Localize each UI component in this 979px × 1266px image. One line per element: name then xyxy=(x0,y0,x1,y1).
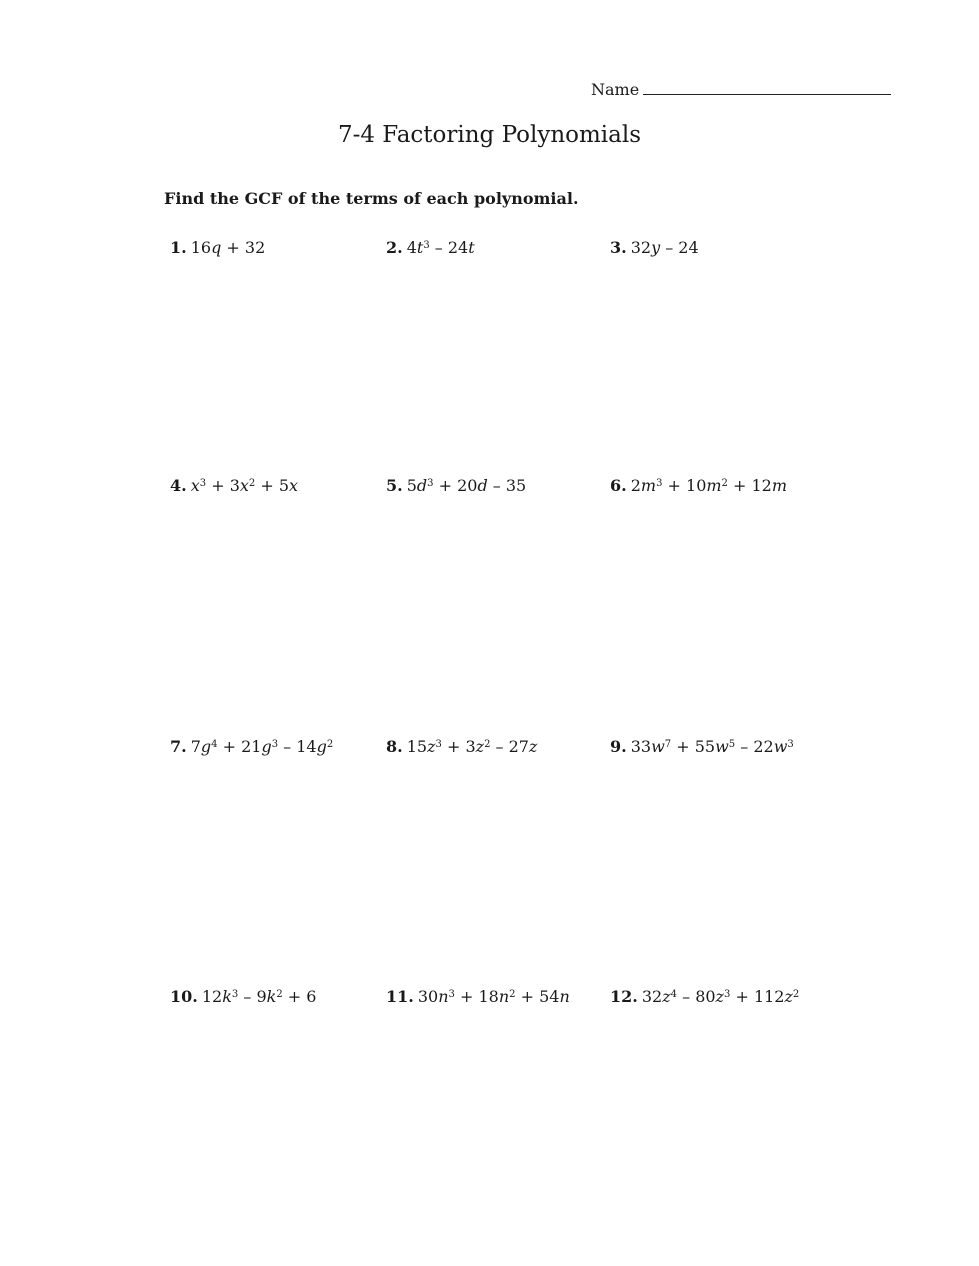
term-text: + 3 xyxy=(441,737,476,756)
problem xyxy=(170,987,316,1006)
variable: q xyxy=(211,238,222,257)
variable: x xyxy=(289,476,299,495)
term-text: – 24 xyxy=(660,238,699,257)
term-text: – 22 xyxy=(735,737,774,756)
exponent: 3 xyxy=(723,989,731,1000)
exponent: 3 xyxy=(656,478,663,489)
variable: y xyxy=(651,238,661,257)
term-text: – 9 xyxy=(238,987,267,1006)
term-text: 5 xyxy=(406,476,417,495)
term-text: – 27 xyxy=(490,737,529,756)
variable: z xyxy=(662,987,671,1006)
problem-expression xyxy=(191,476,298,495)
term-text: 7 xyxy=(190,737,201,756)
problem-number: 7. xyxy=(170,737,187,756)
name-field[interactable] xyxy=(591,80,891,99)
term-text: + 6 xyxy=(282,987,317,1006)
problem-expression xyxy=(631,476,787,495)
exponent: 2 xyxy=(509,989,516,1000)
exponent: 7 xyxy=(664,739,672,750)
problem-expression xyxy=(202,987,317,1006)
problem-number: 9. xyxy=(610,737,627,756)
variable: w xyxy=(773,737,788,756)
problem xyxy=(170,238,265,257)
problem-expression xyxy=(407,238,475,257)
term-text: 32 xyxy=(641,987,663,1006)
exponent: 3 xyxy=(787,739,794,750)
variable: m xyxy=(771,476,788,495)
variable: m xyxy=(706,476,722,495)
term-text: + 55 xyxy=(671,737,716,756)
exponent: 3 xyxy=(199,478,207,489)
term-text: 12 xyxy=(201,987,223,1006)
problem-number: 2. xyxy=(386,238,403,257)
exponent: 3 xyxy=(448,989,455,1000)
term-text: + 18 xyxy=(454,987,499,1006)
problem-number: 1. xyxy=(170,238,187,257)
term-text: + 10 xyxy=(662,476,707,495)
term-text: – 24 xyxy=(429,238,469,257)
variable: n xyxy=(498,987,510,1006)
exponent: 3 xyxy=(423,240,430,251)
problem-number: 4. xyxy=(170,476,187,495)
exponent: 2 xyxy=(721,478,728,489)
term-text: – 14 xyxy=(278,737,317,756)
variable: k xyxy=(266,987,277,1006)
variable: t xyxy=(416,238,424,257)
problem-expression xyxy=(631,238,699,257)
variable: w xyxy=(651,737,665,756)
variable: n xyxy=(559,987,570,1006)
term-text: + 12 xyxy=(727,476,772,495)
variable: t xyxy=(468,238,475,257)
term-text: + 54 xyxy=(515,987,560,1006)
term-text: 16 xyxy=(190,238,212,257)
variable: d xyxy=(477,476,488,495)
problem-number: 11. xyxy=(386,987,414,1006)
problem-number: 3. xyxy=(610,238,627,257)
variable: w xyxy=(715,737,729,756)
problem xyxy=(610,238,699,257)
problem-expression xyxy=(642,987,799,1006)
name-blank-line[interactable] xyxy=(643,80,891,95)
problem xyxy=(386,238,475,257)
problem-number: 12. xyxy=(610,987,638,1006)
term-text: 4 xyxy=(406,238,417,257)
term-text: + 3 xyxy=(206,476,240,495)
variable: g xyxy=(261,737,272,756)
term-text: 32 xyxy=(630,238,652,257)
problem-expression xyxy=(191,737,334,756)
problem xyxy=(170,737,333,756)
problem-expression xyxy=(191,238,266,257)
problem xyxy=(170,476,298,495)
name-label: Name xyxy=(591,80,640,99)
term-text: + 5 xyxy=(255,476,290,495)
exponent: 2 xyxy=(248,478,256,489)
variable: z xyxy=(528,737,538,756)
term-text: 15 xyxy=(406,737,428,756)
exponent: 2 xyxy=(326,739,334,750)
term-text: – 35 xyxy=(487,476,527,495)
exponent: 4 xyxy=(670,989,678,1000)
term-text: 33 xyxy=(630,737,652,756)
exponent: 2 xyxy=(792,989,800,1000)
page-title: 7-4 Factoring Polynomials xyxy=(337,122,642,148)
problem xyxy=(610,476,787,495)
problem xyxy=(386,476,526,495)
variable: n xyxy=(438,987,449,1006)
variable: z xyxy=(715,987,724,1006)
term-text: 2 xyxy=(630,476,641,495)
term-text: + 21 xyxy=(217,737,262,756)
exponent: 3 xyxy=(231,989,239,1000)
term-text: + 112 xyxy=(730,987,785,1006)
problem-expression xyxy=(407,737,538,756)
term-text: 30 xyxy=(417,987,439,1006)
problem xyxy=(610,737,794,756)
exponent: 2 xyxy=(276,989,283,1000)
problem xyxy=(386,737,537,756)
exponent: 3 xyxy=(435,739,442,750)
problem-number: 5. xyxy=(386,476,403,495)
problem-number: 6. xyxy=(610,476,627,495)
variable: x xyxy=(239,476,249,495)
variable: k xyxy=(222,987,232,1006)
variable: z xyxy=(475,737,485,756)
problem xyxy=(610,987,799,1006)
variable: m xyxy=(640,476,657,495)
variable: g xyxy=(200,737,212,756)
problem-expression xyxy=(418,987,570,1006)
problem-number: 10. xyxy=(170,987,198,1006)
variable: z xyxy=(427,737,436,756)
instructions: Find the GCF of the terms of each polynomial. xyxy=(164,189,579,208)
variable: g xyxy=(316,737,327,756)
exponent: 5 xyxy=(728,739,736,750)
exponent: 2 xyxy=(484,739,491,750)
problem-expression xyxy=(631,737,794,756)
term-text: – 80 xyxy=(677,987,716,1006)
term-text: + 32 xyxy=(221,238,266,257)
variable: z xyxy=(784,987,793,1006)
exponent: 3 xyxy=(427,478,434,489)
term-text: + 20 xyxy=(433,476,478,495)
exponent: 3 xyxy=(271,739,279,750)
exponent: 4 xyxy=(211,739,218,750)
problem xyxy=(386,987,570,1006)
variable: x xyxy=(190,476,200,495)
variable: d xyxy=(416,476,428,495)
problem-expression xyxy=(407,476,527,495)
problem-number: 8. xyxy=(386,737,403,756)
